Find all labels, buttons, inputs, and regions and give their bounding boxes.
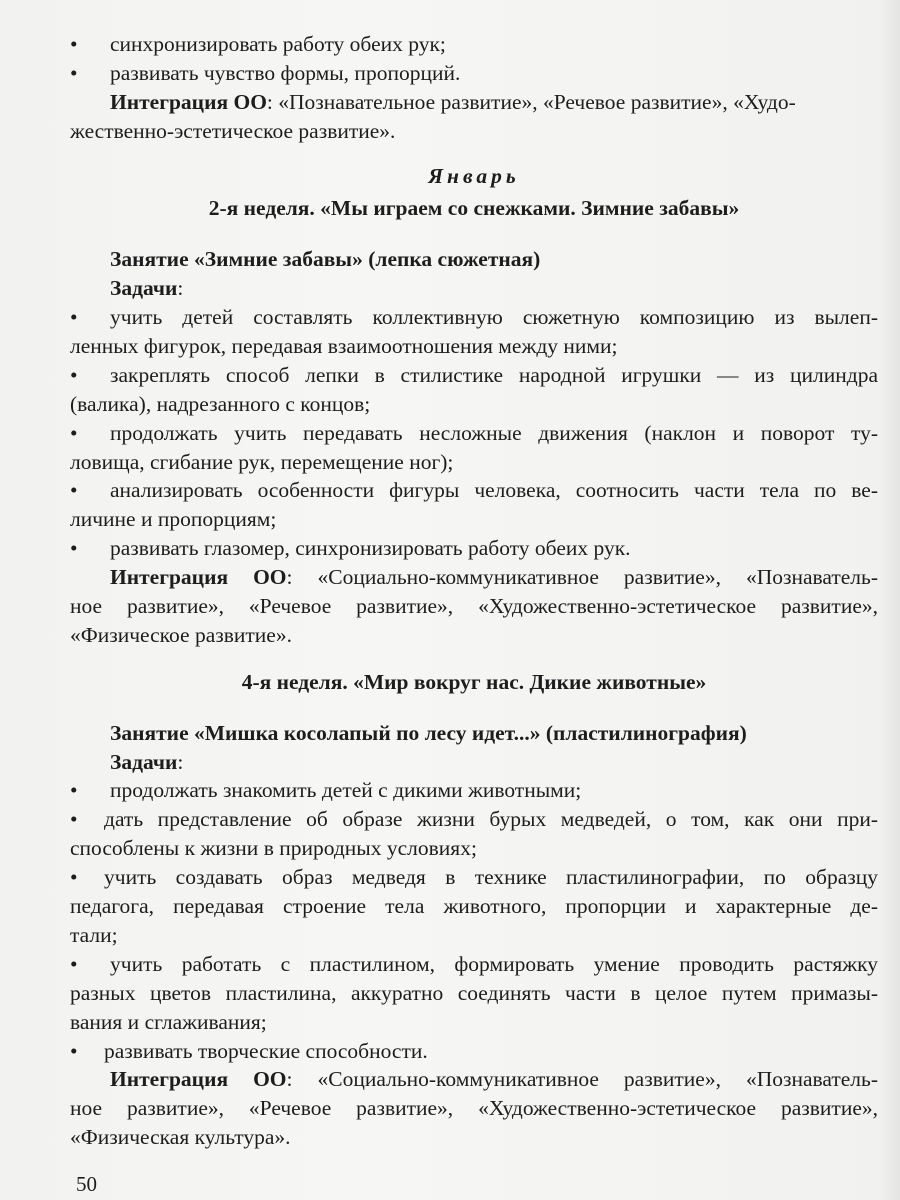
list-item-text: учить работать с пластилином, формировать умение проводить растяжку xyxy=(110,951,878,976)
bullet: • xyxy=(70,305,78,330)
list-item-text: вания и сглаживания; xyxy=(70,1009,267,1034)
tasks-colon: : xyxy=(177,749,184,774)
list-item xyxy=(70,59,878,88)
list-item-text: способлены к жизни в природных условиях; xyxy=(70,836,477,861)
integration-label: Интеграция ОО xyxy=(110,565,287,590)
lesson-title: Занятие «Зимние забавы» (лепка сюжетная) xyxy=(110,247,541,272)
bullet: • xyxy=(70,951,78,976)
integration-text: ное развитие», «Речевое развитие», «Художественно-эстетическое развитие», xyxy=(70,1096,878,1121)
integration-text: : «Социально-коммуникативное развитие», «Познаватель- xyxy=(286,1067,878,1092)
week-title: 4-я неделя. «Мир вокруг нас. Дикие животные» xyxy=(241,669,707,694)
tasks-heading xyxy=(70,274,878,303)
list-item-text: развивать чувство формы, пропорций. xyxy=(110,60,461,85)
tasks-heading xyxy=(70,748,878,777)
list-item-cont xyxy=(70,892,878,921)
bullet: • xyxy=(70,865,78,890)
list-item-text: закреплять способ лепки в стилистике народной игрушки — из цилиндра xyxy=(110,362,878,387)
list-item xyxy=(70,950,878,979)
list-item-cont xyxy=(70,921,878,950)
list-item-cont xyxy=(70,505,878,534)
list-item-cont xyxy=(70,834,878,863)
integration-text: «Физическое развитие». xyxy=(70,622,292,647)
week-title: 2-я неделя. «Мы играем со снежками. Зимние забавы» xyxy=(208,196,740,221)
list-item xyxy=(70,805,878,834)
list-item-text: учить детей составлять коллективную сюжетную композицию из вылеп- xyxy=(110,305,878,330)
list-item-cont xyxy=(70,448,878,477)
list-item-text: синхронизировать работу обеих рук; xyxy=(110,32,446,56)
integration-text: : «Познавательное развитие», «Речевое развитие», «Худо- xyxy=(266,89,796,114)
bullet: • xyxy=(70,778,78,803)
bullet: • xyxy=(70,32,78,56)
integration-line xyxy=(70,117,878,146)
bullet: • xyxy=(70,807,78,832)
list-item-text: анализировать особенности фигуры человека, соотносить части тела по ве- xyxy=(110,478,878,503)
list-item xyxy=(70,303,878,332)
list-item-text: продолжать учить передавать несложные движения (наклон и поворот ту- xyxy=(110,420,878,445)
week-heading xyxy=(70,194,878,223)
week-heading xyxy=(70,668,878,697)
bullet: • xyxy=(70,420,78,445)
list-item-cont xyxy=(70,390,878,419)
integration-line xyxy=(70,563,878,592)
integration-line xyxy=(70,88,878,117)
bullet: • xyxy=(70,60,78,85)
lesson-heading xyxy=(70,719,878,748)
integration-text: : «Социально-коммуникативное развитие», «Познаватель- xyxy=(286,565,878,590)
list-item-text: педагога, передавая строение тела животного, пропорции и характерные де- xyxy=(70,894,878,919)
bullet: • xyxy=(70,478,78,503)
list-item-text: (валика), надрезанного с концов; xyxy=(70,391,371,416)
list-item-text: развивать глазомер, синхронизировать работу обеих рук. xyxy=(110,536,631,561)
list-item xyxy=(70,1037,878,1066)
list-item-text: дать представление об образе жизни бурых медведей, о том, как они при- xyxy=(104,807,878,832)
month-title: Январь xyxy=(428,163,520,188)
integration-line xyxy=(70,1094,878,1123)
integration-line xyxy=(70,1123,878,1152)
list-item-cont xyxy=(70,979,878,1008)
integration-label: Интеграция ОО xyxy=(110,1067,287,1092)
list-item-cont xyxy=(70,332,878,361)
list-item xyxy=(70,30,878,59)
tasks-colon: : xyxy=(177,276,184,301)
lesson-heading xyxy=(70,245,878,274)
list-item xyxy=(70,863,878,892)
page-edge-shadow xyxy=(878,0,900,1200)
list-item-text: учить создавать образ медведя в технике пластилинографии, по образцу xyxy=(104,865,878,890)
bullet: • xyxy=(70,536,78,561)
page-text xyxy=(70,30,878,1152)
list-item-text: разных цветов пластилина, аккуратно соединять части в целое путем примазы- xyxy=(70,980,878,1005)
tasks-label: Задачи xyxy=(110,276,178,301)
bullet: • xyxy=(70,362,78,387)
page-number: 50 xyxy=(76,1172,97,1196)
list-item xyxy=(70,361,878,390)
bullet: • xyxy=(70,1038,78,1063)
integration-line xyxy=(70,592,878,621)
list-item xyxy=(70,776,878,805)
integration-text: жественно-эстетическое развитие». xyxy=(70,118,396,143)
list-item-text: развивать творческие способности. xyxy=(104,1038,428,1063)
list-item-text: продолжать знакомить детей с дикими животными; xyxy=(110,778,582,803)
list-item-text: ловища, сгибание рук, перемещение ног); xyxy=(70,449,454,474)
integration-line xyxy=(70,1065,878,1094)
integration-label: Интеграция ОО xyxy=(110,89,267,114)
list-item xyxy=(70,534,878,563)
list-item-text: ленных фигурок, передавая взаимоотношения между ними; xyxy=(70,334,618,359)
month-heading xyxy=(70,162,878,191)
list-item-cont xyxy=(70,1008,878,1037)
tasks-label: Задачи xyxy=(110,749,178,774)
list-item-text: тали; xyxy=(70,922,118,947)
integration-text: ное развитие», «Речевое развитие», «Художественно-эстетическое развитие», xyxy=(70,594,878,619)
list-item xyxy=(70,419,878,448)
integration-line xyxy=(70,621,878,650)
integration-text: «Физическая культура». xyxy=(70,1125,291,1150)
lesson-title: Занятие «Мишка косолапый по лесу идет...» (пластилинография) xyxy=(110,720,747,745)
list-item-text: личине и пропорциям; xyxy=(70,507,277,532)
list-item xyxy=(70,476,878,505)
